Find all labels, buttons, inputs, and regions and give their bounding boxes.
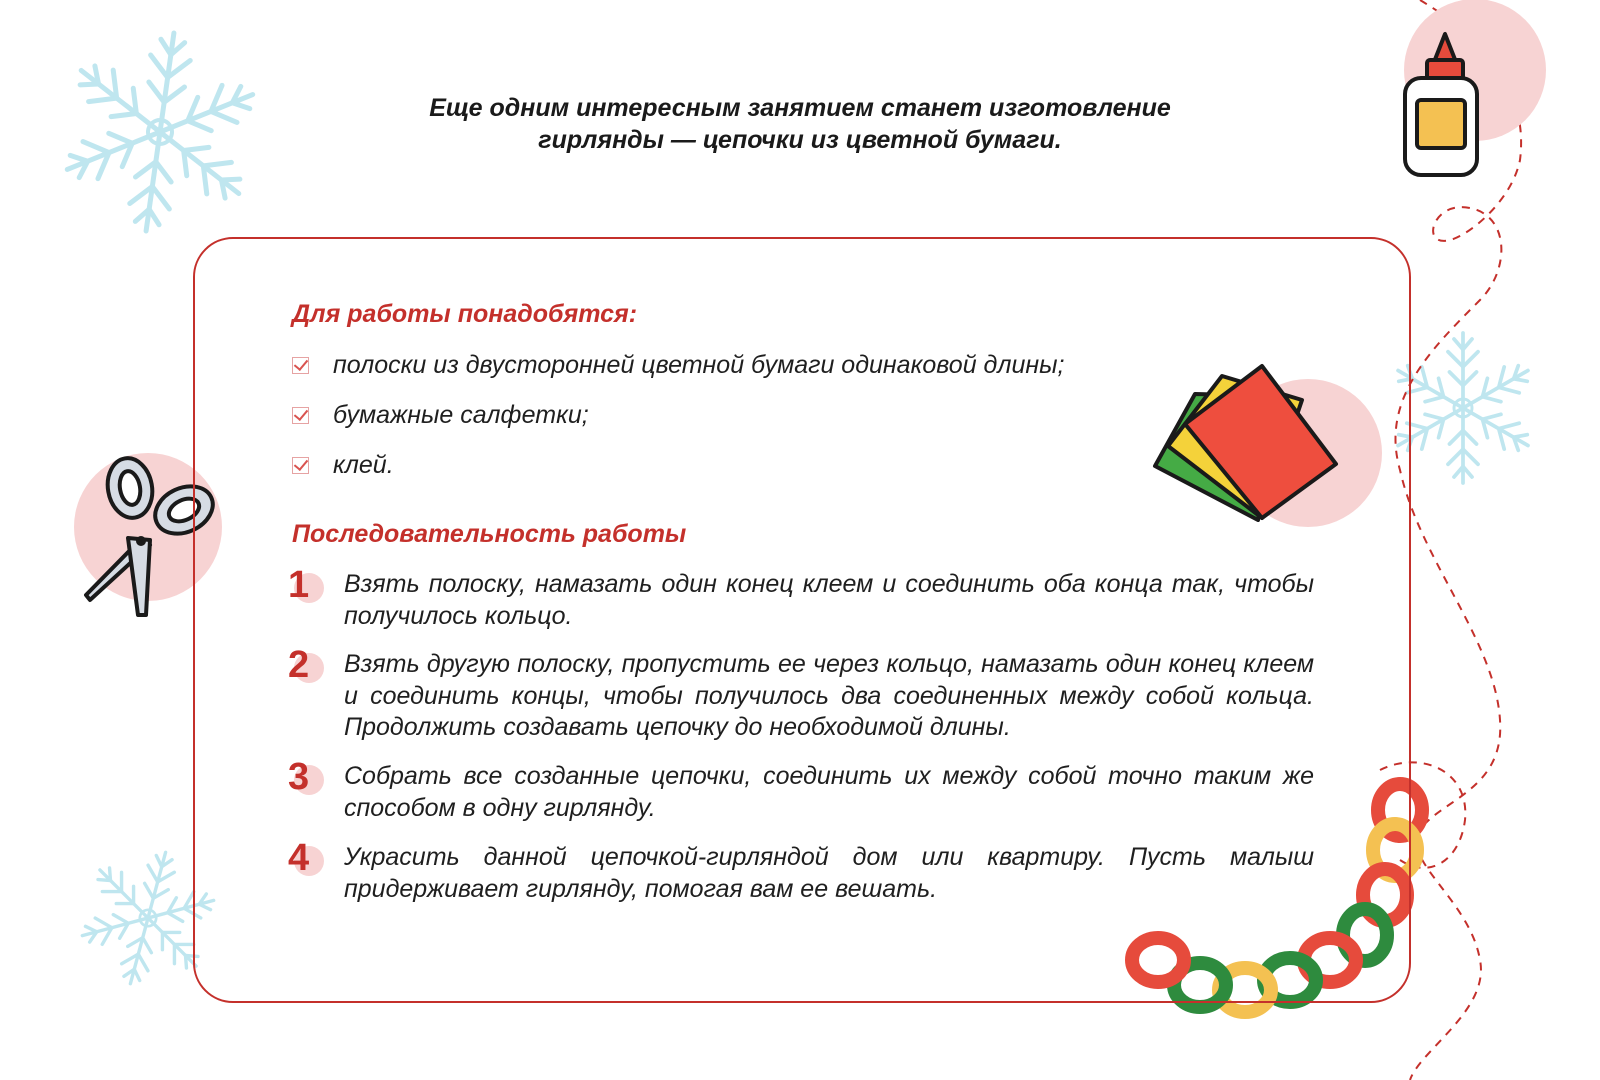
intro-line-2: гирлянды — цепочки из цветной бумаги.: [538, 126, 1062, 154]
checkbox-icon: [292, 357, 309, 374]
checkbox-icon: [292, 407, 309, 424]
material-item: [292, 348, 1064, 382]
step-text: Взять полоску, намазать один конец клеем и соединить оба конца так, чтобы получилось кольцо.: [344, 570, 1314, 630]
intro-text: [330, 92, 1270, 156]
materials-heading: Для работы понадобятся:: [292, 300, 638, 328]
step-number: 2: [288, 645, 328, 689]
snowflake-right: [1391, 333, 1536, 483]
step-text: Собрать все созданные цепочки, соединить их между собой точно таким же способом в одну гирлянду.: [344, 762, 1314, 822]
step-text: Украсить данной цепочкой-гирляндой дом или квартиру. Пусть малыш придерживает гирлянду, помогая вам ее вешать.: [344, 843, 1314, 903]
material-item: [292, 398, 589, 432]
step-number: 4: [288, 838, 328, 882]
material-item-label: полоски из двусторонней цветной бумаги одинаковой длины;: [333, 350, 1065, 379]
intro-line-1: Еще одним интересным занятием станет изготовление: [429, 94, 1171, 122]
step-number: 3: [288, 757, 328, 801]
sequence-heading: Последовательность работы: [292, 520, 687, 548]
material-item: [292, 448, 394, 482]
checkbox-icon: [292, 457, 309, 474]
material-item-label: бумажные салфетки;: [333, 400, 589, 429]
step-text: Взять другую полоску, пропустить ее через кольцо, намазать один конец клеем и соединить концы, чтобы получилось два соединенных между собой кольца. Продолжить создавать цепочку до необходимой длины.: [344, 650, 1314, 741]
material-item-label: клей.: [333, 450, 394, 479]
step-number: 1: [288, 565, 328, 609]
snowflake-top-left: [50, 20, 269, 245]
